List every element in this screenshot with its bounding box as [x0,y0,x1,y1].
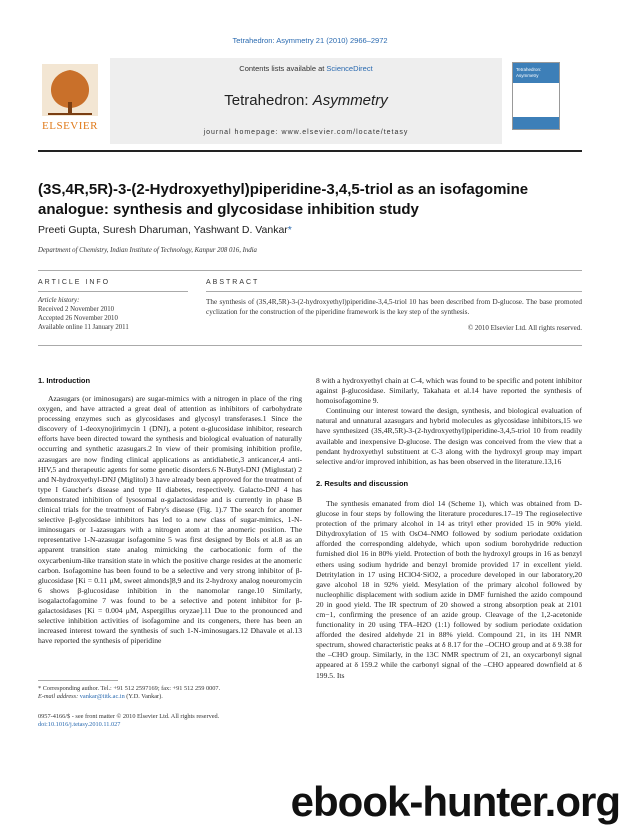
sciencedirect-link[interactable]: ScienceDirect [326,64,373,73]
email-suffix: (Y.D. Vankar). [124,693,163,701]
continued-paragraph: 8 with a hydroxyethyl chain at C-4, which was found to be specific and potent inhibitor against β-glucosidase. Similarly, Takahata et al.14 have reported the synthesis of homoisofagomine 9. [316,376,582,406]
author-list [38,224,582,236]
info-top-rule [38,270,582,271]
footnote-rule [38,680,118,681]
corresponding-footnote: * Corresponding author. Tel.: +91 512 2597169; fax: +91 512 259 0007. [38,685,221,692]
cover-title: Tetrahedron: Asymmetry [516,67,542,78]
article-info-rule [38,291,188,292]
contents-prefix: Contents lists available at [239,64,327,73]
left-column [38,394,302,666]
corresponding-author-mark[interactable]: * [287,224,292,236]
email-label: E-mail address: [38,693,80,701]
introduction-paragraph: Azasugars (or iminosugars) are sugar-mimics with a nitrogen in place of the ring oxygen, and have attracted a great deal of attention as inhibitors of carbohydrate processing enzymes such as glycosidases and glycosyl transferases.1 Since the discovery of 1-deoxynojirimycin 1 (DNJ), a potent α-glucosidase inhibitor, research efforts have been directed toward the synthesis and biological evaluation of naturally occurring and synthetic azasugars.2 In view of their promising inhibition profile, azasugars are now finding clinical applications as antidiabetic,3 anticancer,4 anti-HIV,5 and therapeutic agents for some genetic disorders.6 N-Butyl-DNJ (Miglustat) 2 and N-hydroxyethyl-DNJ (Miglitol) 3 have already been approved for the treatment of type I Gaucher's disease and type II diabetes, respectively. Galacto-DNJ 4 has demonstrated inhibition of lysosomal α-galactosidase and is currently in phase B clinical trials for the treatment of Fabry's disease (Fig. 1).7 The search for anomer selective β-glycosidase inhibitors has led to a new class of sugar-mimics, 1-N-iminosugars or 1-azasugars with a nitrogen atom at the anomeric position. The representative 1-N-azasugar isofagomine 5 was first designed by Bols et al.8 as an apparent transition state analog mimicking the carbocationic form of the oxycarbenium-like transition state in which the positive charge resides at the anomeric carbon. Isofagomine has been found to be a selective and very strong inhibitor of β-glucosidase [Ki = 0.11 μM, sweet almonds]8,9 and its 2-hydroxy analog noeuromycin 6 shows β-glucosidase inhibition in the nanomolar range.10 Similarly, isogalactofagomine 7 was found to be a selective and potent inhibitor for β-galactosidases [Ki = 0.004 μM, Aspergillus oryzae].11 Due to the pronounced and selective inhibition activities of isofagomine and its congeners, there has been an increased interest toward the synthesis of such 1-N-iminosugars.12 Dhavale et al.13 have reported the synthesis of piperidine [38,394,302,646]
article-info-heading: ARTICLE INFO [38,279,111,286]
article-history [38,296,188,332]
elsevier-logo [38,62,102,134]
results-paragraph: The synthesis emanated from diol 14 (Scheme 1), which was obtained from D-glucose in four steps by following the literature procedures.17–19 The regioselective protection of the primary alcohol in 14 as trityl ether provided 15 in 90% yield. Dihydroxylation of 15 with OsO4–NMO followed by sodium periodate oxidation afforded the corresponding aldehyde, which upon sodium borohydride reduction furnished diol 16 in 80% yield. Protection of both the hydroxyl groups in 16 as benzyl ethers using sodium hydride and benzyl bromide provided 17 in excellent yield. Detritylation in 17 using HClO4·SiO2, a procedure developed in our laboratory,20 gave alcohol 18 in 92% yield. Mesylation of the primary alcohol followed by nucleophilic displacement with sodium azide in DMF furnished the azido compound 20 in good yield. The IR spectrum of 20 showed a strong absorption peak at 2101 cm−1, confirming the presence of an azide group. Cleavage of the 1,2-acetonide functionality in 20 using TFA–H2O (1:1) followed by sodium periodate oxidation afforded the desired aldehyde 21 in 88% yield. Compound 21, in its 1H NMR spectrum, showed characteristic peaks at δ 8.17 for the –OCHO group and at δ 9.38 for the –CHO group. Similarly, in the 13C NMR spectrum of 21, an oxycarbonyl signal appeared at δ 159.2 while the carbonyl signal of the –CHO appeared downfield at δ 199.5. Its [316,498,582,680]
right-column [316,376,582,800]
affiliation: Department of Chemistry, Indian Institute of Technology, Kanpur 208 016, India [38,247,257,254]
journal-title-italic: Asymmetry [312,92,388,109]
abstract-copyright: © 2010 Elsevier Ltd. All rights reserved. [467,324,582,332]
received-date: Received 2 November 2010 [38,306,115,313]
journal-title [110,92,502,109]
accepted-date: Accepted 26 November 2010 [38,315,118,322]
journal-cover-thumbnail [512,62,560,130]
abstract-rule [206,291,582,292]
journal-homepage[interactable]: journal homepage: www.elsevier.com/locate/tetasy [203,129,409,136]
authors-text: Preeti Gupta, Suresh Dharuman, Yashwant D. Vankar [38,224,288,236]
issn-line: 0957-4166/$ - see front matter © 2010 Elsevier Ltd. All rights reserved. [38,713,220,720]
design-paragraph: Continuing our interest toward the design, synthesis, and biological evaluation of natural and unnatural azasugars and hybrid molecules as glycosidase inhibitors,15 we have synthesized (3S,4R,5R)-3-(2-hydroxyethyl)piperidine-3,4,5-triol 10 from readily available and inexpensive D-glucose. The design was conceived from the view that a pendant hydroxyethyl substituent at C-3 along with the hydroxyl group may impart selective and/or improved inhibition, as has been observed in the literature.13,16 [316,406,582,466]
header-rule [38,150,582,152]
journal-title-prefix: Tetrahedron: [224,92,313,109]
email-footnote [38,693,302,701]
publication-info [38,713,302,730]
abstract-text: The synthesis of (3S,4R,5R)-3-(2-hydroxyethyl)piperidine-3,4,5-triol 10 has been described from D-glucose. The base promoted cyclization for the construction of the piperidine framework is the key step of the synthesis. [206,298,582,316]
footnotes [38,685,302,702]
abstract-heading: ABSTRACT [206,279,260,286]
cover-image-area [513,83,559,117]
body-top-rule [38,345,582,346]
journal-reference[interactable]: Tetrahedron: Asymmetry 21 (2010) 2966–2972 [232,36,388,45]
results-heading: 2. Results and discussion [316,478,409,488]
article-title: (3S,4R,5R)-3-(2-Hydroxyethyl)piperidine-3,4,5-triol as an isofagomine analogue: synthesis and glycosidase inhibition study [38,181,529,218]
history-label: Article history: [38,297,80,304]
email-link[interactable]: vankar@iitk.ac.in [79,693,125,701]
elsevier-wordmark: ELSEVIER [42,120,98,132]
watermark: ebook-hunter.org [290,778,620,825]
contents-line [110,64,502,73]
introduction-heading: 1. Introduction [38,376,91,385]
doi-link[interactable]: doi:10.1016/j.tetasy.2010.11.027 [38,721,121,729]
online-date: Available online 11 January 2011 [38,324,129,331]
